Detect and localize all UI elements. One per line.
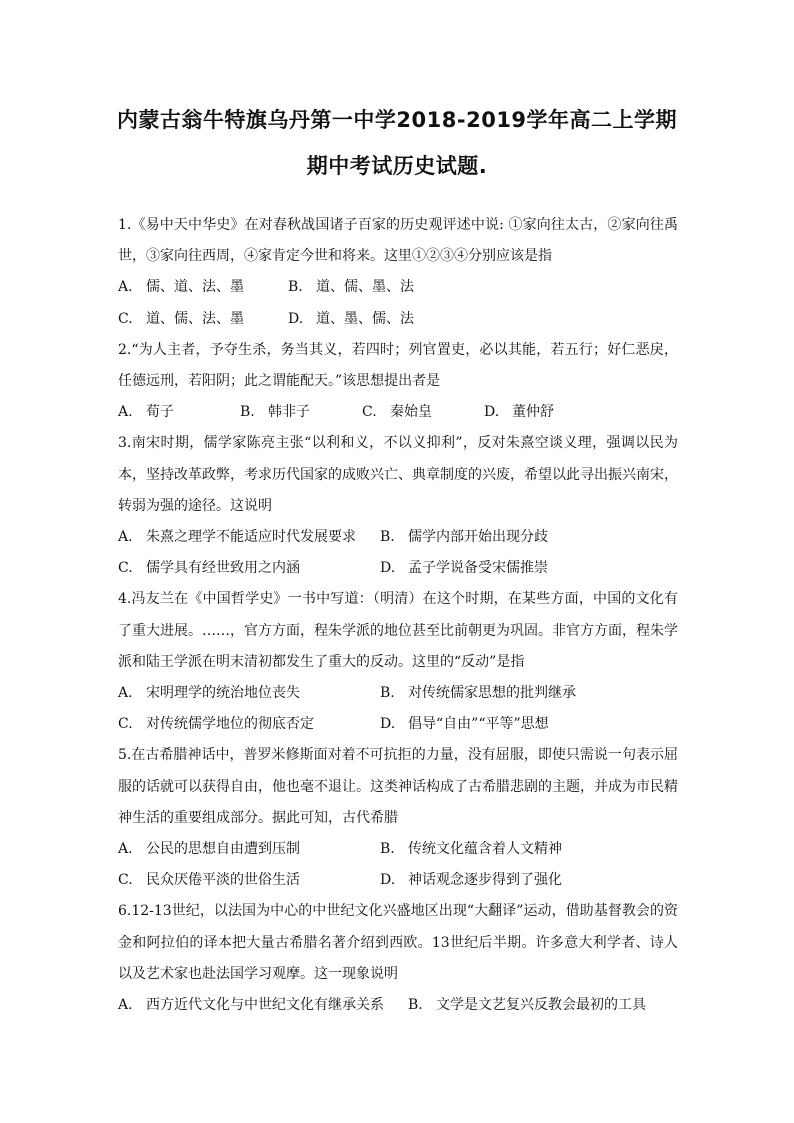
question-4-options-row-2 [118, 709, 678, 740]
option-c: C. 秦始皇 [362, 404, 432, 421]
questions-body [118, 210, 678, 1021]
option-b: B. 儒学内部开始出现分歧 [380, 529, 548, 546]
option-b: B. 文学是文艺复兴反教会最初的工具 [408, 997, 646, 1014]
question-4: 4.冯友兰在《中国哲学史》一书中写道：（明清）在这个时期，在某些方面，中国的文化有了重大进展。……，官方方面，程朱学派的地位甚至比前朝更为巩固。非官方方面，程朱学派和陆王学派在明末清初都发生了重大的反动。这里的“反动”是指 [118, 591, 678, 670]
question-6: 6.12-13世纪，以法国为中心的中世纪文化兴盛地区出现“大翻译”运动，借助基督教会的资金和阿拉伯的译本把大量古希腊名著介绍到西欧。13世纪后半期。许多意大利学者、诗人以及艺术家也赴法国学习观摩。这一现象说明 [118, 903, 678, 982]
option-b: B. 传统文化蕴含着人文精神 [380, 841, 562, 858]
question-2-options-row [118, 397, 678, 428]
option-a: A. 宋明理学的统治地位丧失 [118, 685, 300, 702]
option-a: A. 西方近代文化与中世纪文化有继承关系 [118, 997, 384, 1014]
page-subtitle: 期中考试历史试题. [306, 154, 488, 178]
option-d: D. 神话观念逐步得到了强化 [380, 872, 562, 889]
option-a: A. 朱熹之理学不能适应时代发展要求 [118, 529, 356, 546]
question-1: 1.《易中天中华史》在对春秋战国诸子百家的历史观评述中说: ①家向往太古，②家向往禹世，③家向往西周，④家肯定今世和将来。这里①②③④分别应该是指 [118, 217, 678, 265]
question-1-options-row-2 [118, 304, 678, 335]
question-3-options-row-1 [118, 522, 678, 553]
question-1-options-row-1 [118, 272, 678, 303]
question-3-options-row-2 [118, 553, 678, 584]
option-d: D. 孟子学说备受宋儒推崇 [380, 560, 548, 577]
question-3: 3.南宋时期，儒学家陈亮主张“以利和义，不以义抑利”，反对朱熹空谈义理，强调以民为本，坚持改革政弊，考求历代国家的成败兴亡、典章制度的兴废，希望以此寻出振兴南宋，转弱为强的途径。这说明 [118, 435, 678, 514]
option-b: B. 道、儒、墨、法 [288, 279, 414, 296]
option-c: C. 对传统儒学地位的彻底否定 [118, 716, 314, 733]
question-5-options-row-2 [118, 865, 678, 896]
option-b: B. 韩非子 [240, 404, 310, 421]
question-2: 2.“为人主者，予夺生杀，务当其义，若四时；列官置吏，必以其能，若五行；好仁恶戾，任德远刑，若阳阴；此之谓能配天。”该思想提出者是 [118, 341, 678, 390]
option-d: D. 董仲舒 [484, 404, 554, 421]
question-4-options-row-1 [118, 678, 678, 709]
option-d: D. 倡导“自由”“平等”思想 [380, 716, 549, 733]
option-d: D. 道、墨、儒、法 [288, 310, 414, 327]
page-title: 内蒙古翁牛特旗乌丹第一中学2018-2019学年高二上学期 [116, 108, 678, 132]
option-c: C. 民众厌倦平淡的世俗生活 [118, 872, 300, 889]
option-a: A. 荀子 [118, 404, 174, 421]
option-a: A. 公民的思想自由遭到压制 [118, 841, 300, 858]
option-c: C. 道、儒、法、墨 [118, 310, 244, 327]
question-5: 5.在古希腊神话中，普罗米修斯面对着不可抗拒的力量，没有屈服，即使只需说一句表示屈服的话就可以获得自由，他也毫不退让。这类神话构成了古希腊悲剧的主题，并成为市民精神生活的重要组成部分。据此可知，古代希腊 [118, 747, 678, 826]
question-6-options-row-1 [118, 990, 678, 1021]
question-5-options-row-1 [118, 834, 678, 865]
option-b: B. 对传统儒家思想的批判继承 [380, 685, 576, 702]
option-a: A. 儒、道、法、墨 [118, 279, 244, 296]
option-c: C. 儒学具有经世致用之内涵 [118, 560, 300, 577]
